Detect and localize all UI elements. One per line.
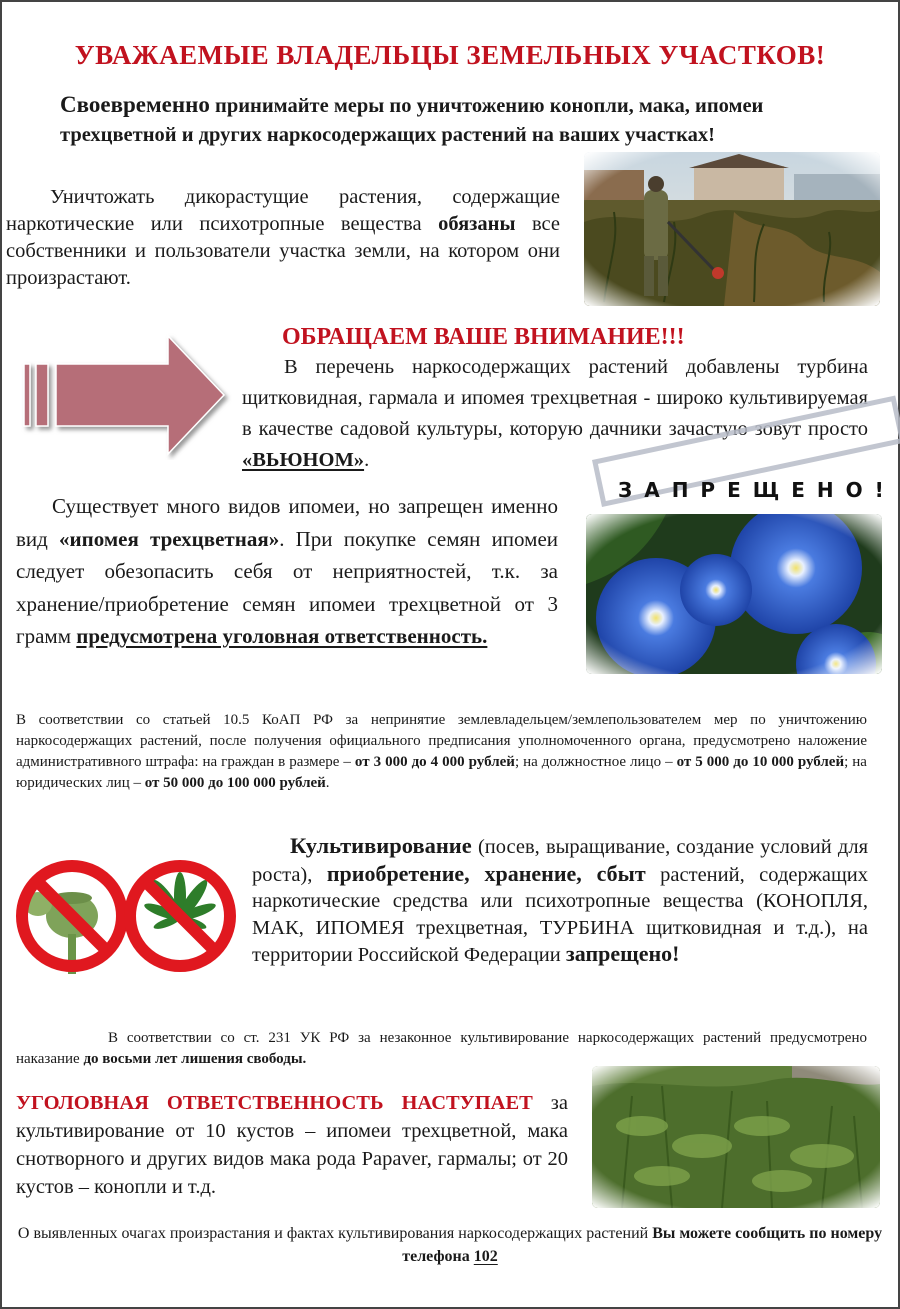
phone-number: 102 — [473, 1248, 498, 1265]
paragraph-cultivation-text1: (посев, выращивание, создание условий для роста), — [252, 836, 868, 886]
paragraph-ipomoea-underline: предусмотрена уголовная ответственность. — [76, 624, 488, 648]
prohibition-icons — [14, 856, 236, 980]
paragraph-ipomoea-text1: Существует много видов ипомеи, но запрещен именно вид — [16, 494, 558, 551]
attention-text: В перечень наркосодержащих растений добавлены турбина щитковидная, гармала и ипомея трехцветная - широко культивируемая в качестве садовой культуры, которую дачники зачастую зовут просто — [242, 356, 868, 440]
subtitle-first-word: Своевременно — [60, 92, 210, 117]
cultivation-bold: Культивирование — [290, 833, 472, 858]
no-poppy-icon — [16, 860, 128, 974]
photo-ipomoea-flowers — [586, 514, 882, 674]
subtitle — [60, 90, 870, 150]
footer-text: О выявленных очагах произрастания и фактах культивирования наркосодержащих растений — [17, 1225, 653, 1242]
footer-contact — [0, 1222, 900, 1268]
arrow-icon — [20, 330, 232, 460]
photo-weed-cutting — [584, 152, 880, 306]
prohibited-bold: запрещено! — [565, 941, 680, 966]
paragraph-cultivation — [252, 833, 868, 969]
subtitle-rest: принимайте меры по уничтожению конопли, мака, ипомеи трехцветной и других наркосодержащих растений на ваших участках! — [60, 95, 764, 146]
paragraph-ipomoea — [16, 490, 558, 653]
paragraph-obligation-text2: все собственники и пользователи участка земли, на котором они произрастают. — [6, 213, 560, 289]
photo-cannabis-field — [592, 1066, 880, 1208]
liability-red-heading: УГОЛОВНАЯ ОТВЕТСТВЕННОСТЬ НАСТУПАЕТ — [16, 1092, 533, 1114]
footer-bold: Вы можете сообщить по номеру телефона — [402, 1225, 883, 1265]
paragraph-ipomoea-text2: . При покупке семян ипомеи следует обезопасить себя от неприятностей, т.к. за хранение/приобретение семян ипомеи трехцветной от 3 грамм — [16, 526, 558, 648]
paragraph-koap-text3: ; на юридических лиц – — [16, 754, 867, 791]
paragraph-liability-text: за культивирование от 10 кустов – ипомеи трехцветной, мака снотворного и других видов мака рода Papaver, гармалы; от 20 кустов – конопли и т.д. — [16, 1092, 568, 1198]
page-title: УВАЖАЕМЫЕ ВЛАДЕЛЬЦЫ ЗЕМЕЛЬНЫХ УЧАСТКОВ! — [74, 40, 826, 70]
paragraph-koap — [16, 710, 867, 794]
paragraph-obligation-text1: Уничтожать дикорастущие растения, содержащие наркотические или психотропные вещества — [6, 186, 560, 235]
paragraph-koap-text2: ; на должностное лицо – — [514, 754, 677, 770]
paragraph-koap-end: . — [325, 775, 330, 791]
acquisition-bold: приобретение, хранение, сбыт — [326, 860, 646, 886]
paragraph-cultivation-text2: растений, содержащих наркотические средства или психотропные вещества (КОНОПЛЯ, МАК, ИПОМЕЯ трехцветная, ТУРБИНА щитковидная и т.д.), на территории Российской Федерации — [252, 863, 868, 966]
paragraph-obligation — [6, 184, 560, 292]
stamp-text: ЗАПРЕЩЕНО! — [618, 478, 896, 502]
fine-citizens: от 3 000 до 4 000 рублей — [354, 754, 515, 770]
paragraph-ipomoea-bold: «ипомея трехцветная» — [59, 526, 280, 551]
paragraph-liability — [16, 1089, 568, 1201]
paragraph-uk-bold: до восьми лет лишения свободы. — [83, 1051, 307, 1067]
no-cannabis-icon — [130, 866, 230, 966]
attention-title: ОБРАЩАЕМ ВАШЕ ВНИМАНИЕ!!! — [282, 324, 685, 350]
fine-legal-entities: от 50 000 до 100 000 рублей — [144, 775, 326, 791]
paragraph-koap-text1: В соответствии со статьей 10.5 КоАП РФ за непринятие землевладельцем/землепользователем мер по уничтожению наркосодержащих растений, после получения официального предписания уполномоченного органа, предусмотрено наложение административного штрафа: на граждан в размере – — [16, 712, 867, 770]
fine-officials: от 5 000 до 10 000 рублей — [676, 754, 845, 770]
attention-end: . — [364, 449, 370, 471]
paragraph-uk — [16, 1028, 867, 1070]
attention-bold: «ВЬЮНОМ» — [242, 449, 365, 471]
paragraph-uk-text: В соответствии со ст. 231 УК РФ за незаконное культивирование наркосодержащих растений предусмотрено наказание — [16, 1030, 867, 1067]
paragraph-obligation-bold: обязаны — [438, 213, 516, 235]
